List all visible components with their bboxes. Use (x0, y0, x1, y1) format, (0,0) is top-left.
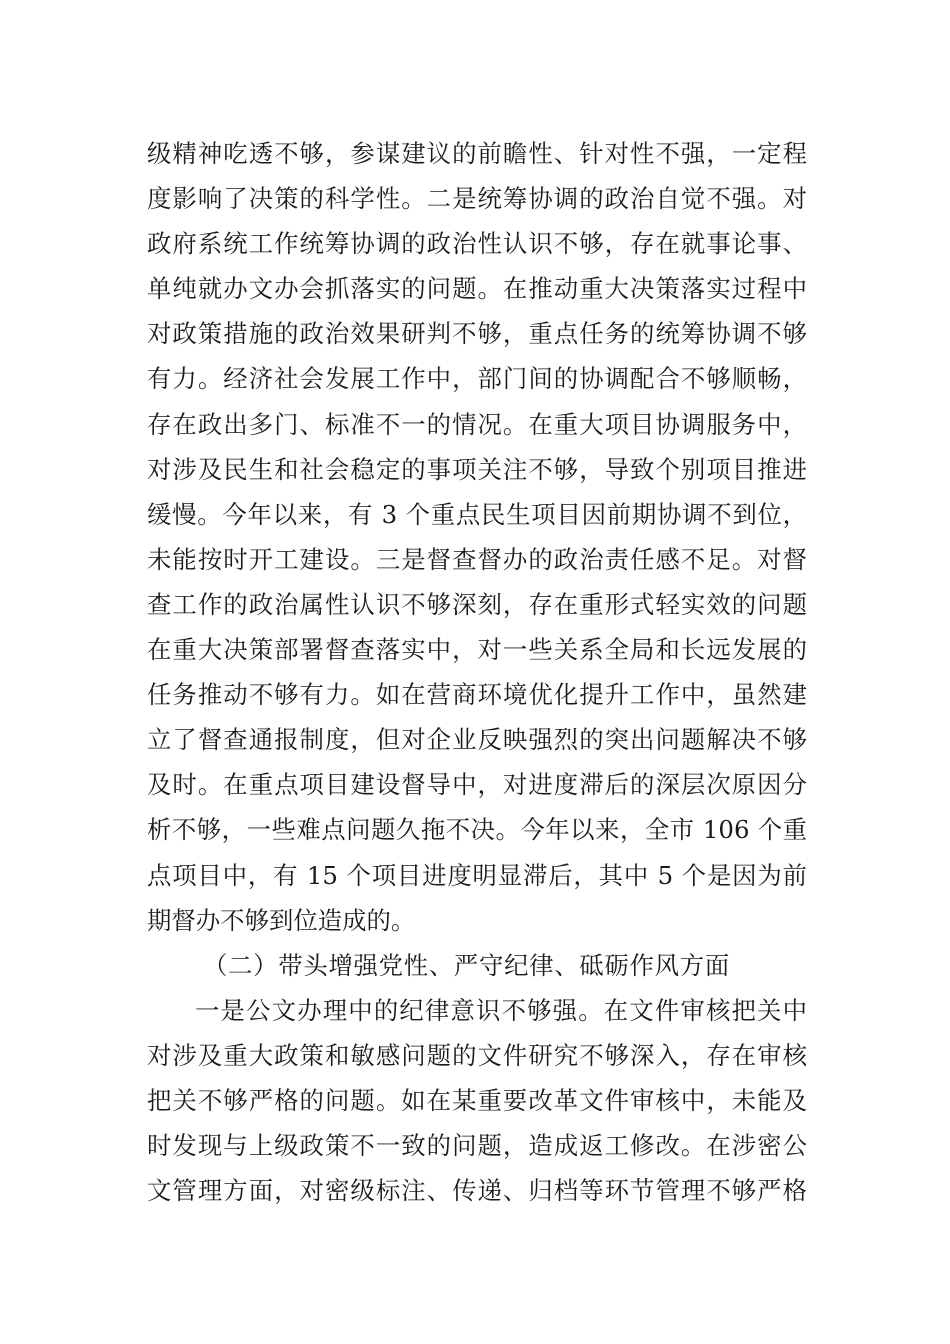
text-line: 期督办不够到位造成的。 (147, 905, 416, 935)
text-line: 一是公文办理中的纪律意识不够强。在文件审核把关中 (195, 995, 807, 1025)
text-line: 立了督查通报制度，但对企业反映强烈的突出问题解决不够 (147, 725, 807, 755)
text-line: 度影响了决策的科学性。二是统筹协调的政治自觉不强。对 (147, 184, 807, 214)
text-line: 任务推动不够有力。如在营商环境优化提升工作中，虽然建 (147, 680, 807, 710)
text-line: 级精神吃透不够，参谋建议的前瞻性、针对性不强，一定程 (147, 139, 807, 168)
text-line: 对涉及民生和社会稳定的事项关注不够，导致个别项目推进 (147, 454, 807, 484)
text-line: 对涉及重大政策和敏感问题的文件研究不够深入，存在审核 (147, 1040, 807, 1070)
text-line: 单纯就办文办会抓落实的问题。在推动重大决策落实过程中 (147, 274, 807, 304)
text-line: 时发现与上级政策不一致的问题，造成返工修改。在涉密公 (147, 1131, 807, 1161)
text-line: 点项目中，有 15 个项目进度明显滞后，其中 5 个是因为前 (147, 860, 807, 890)
text-line: 析不够，一些难点问题久拖不决。今年以来，全市 106 个重 (147, 815, 807, 845)
text-line: 缓慢。今年以来，有 3 个重点民生项目因前期协调不到位， (147, 499, 807, 529)
text-line: 存在政出多门、标准不一的情况。在重大项目协调服务中， (147, 409, 807, 439)
body-text (147, 131, 807, 1213)
section-heading: （二）带头增强党性、严守纪律、砥砺作风方面 (203, 950, 730, 980)
text-line: 有力。经济社会发展工作中，部门间的协调配合不够顺畅， (147, 364, 807, 394)
text-line: 对政策措施的政治效果研判不够，重点任务的统筹协调不够 (147, 319, 807, 349)
text-line: 及时。在重点项目建设督导中，对进度滞后的深层次原因分 (147, 770, 807, 800)
text-line: 在重大决策部署督查落实中，对一些关系全局和长远发展的 (147, 635, 807, 665)
text-line: 查工作的政治属性认识不够深刻，存在重形式轻实效的问题 (147, 589, 807, 619)
text-line: 未能按时开工建设。三是督查督办的政治责任感不足。对督 (147, 544, 807, 574)
text-line: 政府系统工作统筹协调的政治性认识不够，存在就事论事、 (147, 229, 807, 259)
text-line: 把关不够严格的问题。如在某重要改革文件审核中，未能及 (147, 1085, 807, 1115)
text-line: 文管理方面，对密级标注、传递、归档等环节管理不够严格 (147, 1176, 807, 1206)
